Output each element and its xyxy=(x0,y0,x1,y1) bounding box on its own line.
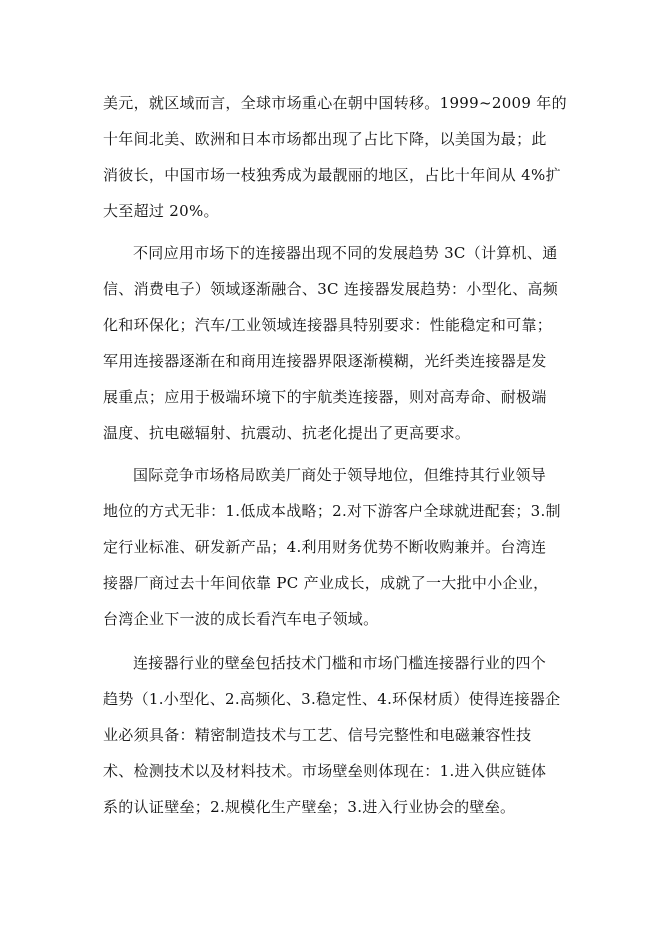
paragraph-line: 军用连接器逐渐在和商用连接器界限逐渐模糊，光纤类连接器是发 xyxy=(103,352,547,370)
paragraph-line: 美元，就区域而言，全球市场重心在朝中国转移。1999~2009 年的 xyxy=(103,94,567,112)
paragraph-line: 业必须具备：精密制造技术与工艺、信号完整性和电磁兼容性技 xyxy=(103,726,532,744)
paragraph-line: 消彼长，中国市场一枝独秀成为最靓丽的地区，占比十年间从 4%扩 xyxy=(103,166,561,184)
paragraph-line: 信、消费电子）领域逐渐融合、3C 连接器发展趋势：小型化、高频 xyxy=(103,280,559,298)
paragraph-line: 地位的方式无非：1.低成本战略；2.对下游客户全球就进配套；3.制 xyxy=(103,502,561,520)
paragraph-line: 趋势（1.小型化、2.高频化、3.稳定性、4.环保材质）使得连接器企 xyxy=(103,690,561,708)
paragraph-line: 台湾企业下一波的成长看汽车电子领域。 xyxy=(103,610,379,628)
paragraph-line: 国际竞争市场格局欧美厂商处于领导地位，但维持其行业领导 xyxy=(133,466,547,484)
paragraph-line: 化和环保化；汽车/工业领域连接器具特别要求：性能稳定和可靠； xyxy=(103,316,553,334)
paragraph-line: 温度、抗电磁辐射、抗震动、抗老化提出了更高要求。 xyxy=(103,424,471,442)
paragraph-line: 展重点；应用于极端环境下的宇航类连接器，则对高寿命、耐极端 xyxy=(103,388,547,406)
paragraph-line: 系的认证壁垒；2.规模化生产壁垒；3.进入行业协会的壁垒。 xyxy=(103,798,516,816)
paragraph-line: 定行业标准、研发新产品；4.利用财务优势不断收购兼并。台湾连 xyxy=(103,538,547,556)
paragraph-line: 十年间北美、欧洲和日本市场都出现了占比下降，以美国为最；此 xyxy=(103,130,547,148)
paragraph-line: 连接器行业的壁垒包括技术门槛和市场门槛连接器行业的四个 xyxy=(133,654,547,672)
paragraph-line: 大至超过 20%。 xyxy=(103,202,219,220)
paragraph-line: 不同应用市场下的连接器出现不同的发展趋势 3C（计算机、通 xyxy=(133,244,558,262)
paragraph-line: 术、检测技术以及材料技术。市场壁垒则体现在：1.进入供应链体 xyxy=(103,762,547,780)
paragraph-line: 接器厂商过去十年间依靠 PC 产业成长，成就了一大批中小企业， xyxy=(103,574,549,592)
